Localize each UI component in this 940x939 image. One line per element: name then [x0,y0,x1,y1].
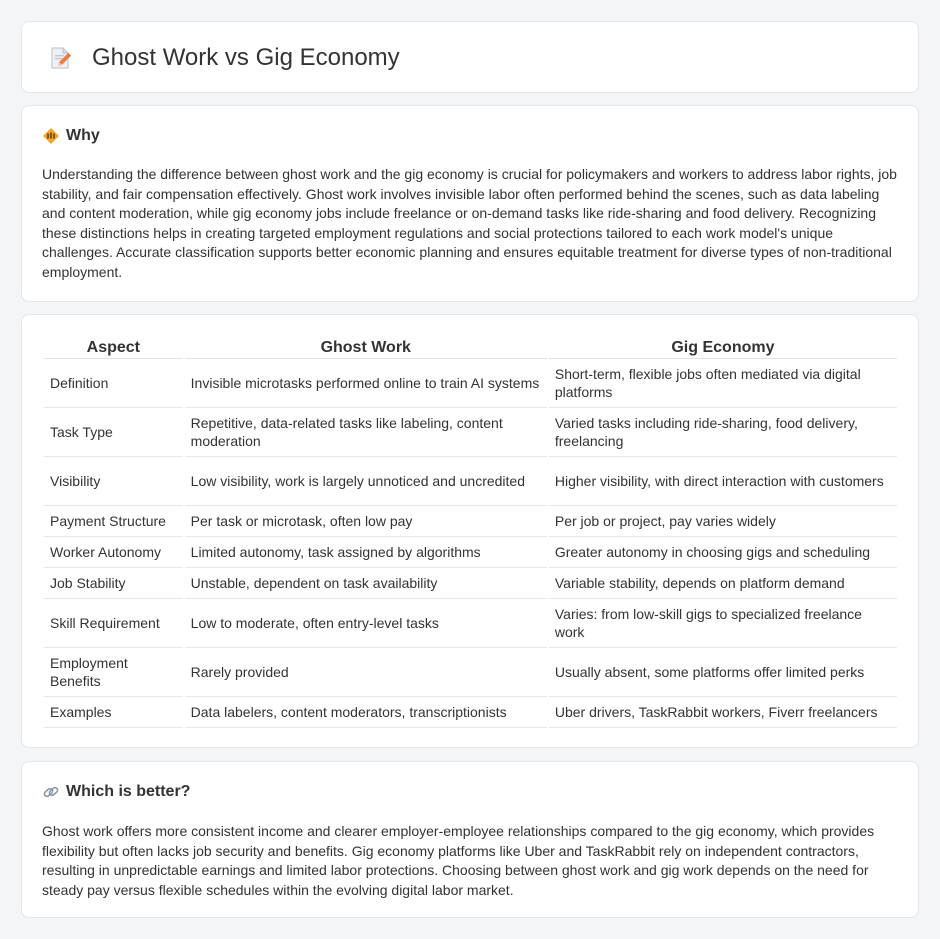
diamond-warning-icon [42,127,60,145]
table-row [44,648,897,697]
document-pencil-icon [48,46,72,70]
why-section [21,105,919,302]
row-ghost-work: Data labelers, content moderators, transcriptionists [185,697,547,728]
row-ghost-work: Low to moderate, often entry-level tasks [185,599,547,648]
row-aspect: Examples [44,697,183,728]
row-gig-economy: Short-term, flexible jobs often mediated via digital platforms [549,359,897,408]
row-ghost-work: Per task or microtask, often low pay [185,506,547,537]
row-aspect: Employment Benefits [44,648,183,697]
row-ghost-work: Invisible microtasks performed online to train AI systems [185,359,547,408]
row-gig-economy: Uber drivers, TaskRabbit workers, Fiverr freelancers [549,697,897,728]
comparison-table-section [21,314,919,748]
table-row [44,599,897,648]
row-gig-economy: Varies: from low-skill gigs to specialized freelance work [549,599,897,648]
why-heading-label: Why [66,127,100,144]
table-header-row [44,336,897,359]
row-aspect: Skill Requirement [44,599,183,648]
table-row [44,359,897,408]
row-ghost-work: Limited autonomy, task assigned by algorithms [185,537,547,568]
column-header-gig-economy: Gig Economy [549,336,897,359]
column-header-ghost-work: Ghost Work [185,336,547,359]
table-row [44,537,897,568]
table-row [44,457,897,506]
which-is-better-section [21,761,919,918]
row-gig-economy: Greater autonomy in choosing gigs and scheduling [549,537,897,568]
table-row [44,568,897,599]
why-text: Understanding the difference between ghost work and the gig economy is crucial for policymakers and workers to address labor rights, job stability, and fair compensation effectively. Ghost work involves invisible labor often performed behind the scenes, such as data labeling and content moderation, while gig economy jobs include freelance or on-demand tasks like ride-sharing and food delivery. Recognizing these distinctions helps in creating targeted employment regulations and social protections tailored to each work model's unique challenges. Accurate classification supports better economic planning and ensures equitable treatment for diverse types of non-traditional employment. [42,166,897,280]
row-aspect: Task Type [44,408,183,457]
row-aspect: Worker Autonomy [44,537,183,568]
title-card [21,21,919,93]
table-row [44,408,897,457]
row-aspect: Visibility [44,457,183,506]
row-ghost-work: Repetitive, data-related tasks like labeling, content moderation [185,408,547,457]
row-ghost-work: Low visibility, work is largely unnoticed and uncredited [185,457,547,506]
row-ghost-work: Unstable, dependent on task availability [185,568,547,599]
row-gig-economy: Per job or project, pay varies widely [549,506,897,537]
table-row [44,697,897,728]
why-heading [42,127,100,145]
row-gig-economy: Varied tasks including ride-sharing, food delivery, freelancing [549,408,897,457]
better-heading [42,783,190,801]
row-gig-economy: Usually absent, some platforms offer limited perks [549,648,897,697]
better-heading-label: Which is better? [66,783,191,800]
comparison-table [42,336,899,728]
column-header-aspect: Aspect [44,336,183,359]
row-aspect: Payment Structure [44,506,183,537]
row-aspect: Job Stability [44,568,183,599]
link-icon [42,783,60,801]
page-title: Ghost Work vs Gig Economy [92,44,400,71]
table-row [44,506,897,537]
row-gig-economy: Higher visibility, with direct interaction with customers [549,457,897,506]
row-aspect: Definition [44,359,183,408]
better-text: Ghost work offers more consistent income and clearer employer-employee relationships compared to the gig economy, which provides flexibility but often lacks job security and benefits. Gig economy platforms like Uber and TaskRabbit rely on independent contractors, resulting in unpredictable earnings and limited labor protections. Choosing between ghost work and gig work depends on the need for steady pay versus flexible schedules within the evolving digital labor market. [42,823,875,898]
row-gig-economy: Variable stability, depends on platform demand [549,568,897,599]
row-ghost-work: Rarely provided [185,648,547,697]
